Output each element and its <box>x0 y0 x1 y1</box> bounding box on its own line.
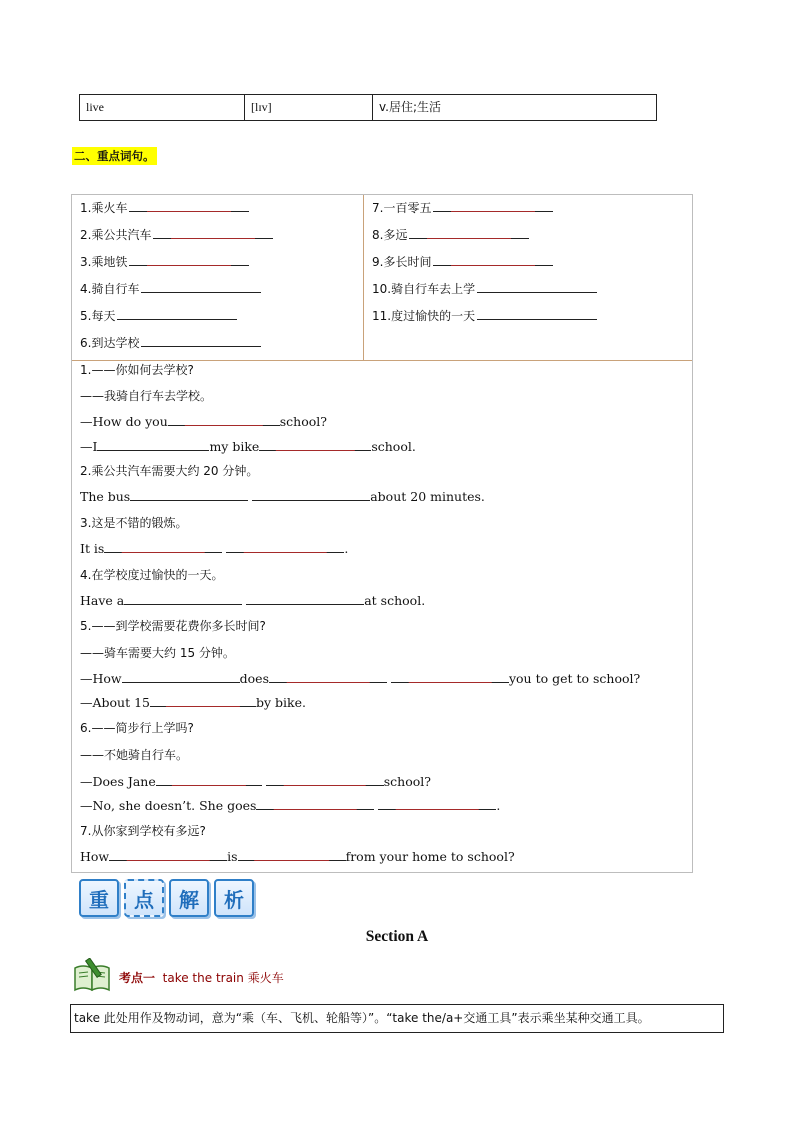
answer-blank[interactable] <box>269 671 387 683</box>
phrases-left-column <box>72 195 364 360</box>
answer-blank[interactable] <box>256 798 374 810</box>
answer-blank[interactable] <box>433 200 553 212</box>
sentence-cn: 2.乘公共汽车需要大约 20 分钟。 <box>80 464 259 478</box>
answer-blank[interactable] <box>252 489 370 501</box>
phrase-item: 1.乘火车 <box>80 199 249 217</box>
phrase-item: 5.每天 <box>80 307 237 325</box>
sentence-en: —About 15 by bike. <box>80 695 306 710</box>
key-analysis-badges <box>79 879 254 917</box>
vocab-phonetic: [lɪv] <box>245 95 373 120</box>
phrase-item: 10.骑自行车去上学 <box>372 280 597 298</box>
answer-blank[interactable] <box>122 671 240 683</box>
answer-blank[interactable] <box>124 593 242 605</box>
exercise-table <box>71 194 693 873</box>
answer-blank[interactable] <box>246 593 364 605</box>
answer-blank[interactable] <box>259 439 371 451</box>
phrase-item: 6.到达学校 <box>80 334 261 352</box>
answer-blank[interactable] <box>391 671 509 683</box>
sentence-cn: ——我骑自行车去学校。 <box>80 389 213 403</box>
answer-blank[interactable] <box>238 849 346 861</box>
vocab-table-row <box>79 94 657 121</box>
sentence-en: —No, she doesn’t. She goes . <box>80 798 501 813</box>
sentence-cn: ——不她骑自行车。 <box>80 748 189 762</box>
vocab-word: live <box>80 95 245 120</box>
key-point-text: 考点一 take the train 乘火车 <box>119 970 284 985</box>
badge-dian: 点 <box>124 879 164 917</box>
vocab-meaning: v.居住;生活 <box>379 100 442 114</box>
key-point-heading <box>73 959 284 995</box>
phrases-row <box>72 195 692 361</box>
answer-blank[interactable] <box>117 308 237 320</box>
answer-blank[interactable] <box>141 335 261 347</box>
sentence-en: —How do you school? <box>80 414 327 429</box>
answer-blank[interactable] <box>266 774 384 786</box>
answer-blank[interactable] <box>150 695 256 707</box>
sentence-cn: 3.这是不错的锻炼。 <box>80 516 188 530</box>
sentence-cn: 7.从你家到学校有多远? <box>80 824 206 838</box>
sentence-en: The bus about 20 minutes. <box>80 489 485 504</box>
sentence-en: It is . <box>80 541 349 556</box>
sentence-cn: 1.——你如何去学校? <box>80 363 194 377</box>
sentence-en: Have a at school. <box>80 593 426 608</box>
explanation-box: take 此处用作及物动词，意为“乘（车、飞机、轮船等）”。“take the/a+交通工具”表示乘坐某种交通工具。 <box>70 1004 724 1033</box>
answer-blank[interactable] <box>156 774 262 786</box>
sentence-cn: 6.——简步行上学吗? <box>80 721 194 735</box>
answer-blank[interactable] <box>477 308 597 320</box>
answer-blank[interactable] <box>226 541 344 553</box>
phrase-item: 11.度过愉快的一天 <box>372 307 597 325</box>
phrase-item: 7.一百零五 <box>372 199 553 217</box>
phrase-item: 4.骑自行车 <box>80 280 261 298</box>
answer-blank[interactable] <box>104 541 222 553</box>
answer-blank[interactable] <box>141 281 261 293</box>
section-heading: 二、重点词句。 <box>74 149 155 163</box>
badge-jie: 解 <box>169 879 209 917</box>
phrase-item: 3.乘地铁 <box>80 253 249 271</box>
sentence-cn: 5.——到学校需要花费你多长时间? <box>80 619 266 633</box>
sentence-en: —I my bike school. <box>80 439 416 454</box>
badge-xi: 析 <box>214 879 254 917</box>
answer-blank[interactable] <box>97 439 209 451</box>
answer-blank[interactable] <box>409 227 529 239</box>
answer-blank[interactable] <box>168 414 280 426</box>
answer-blank[interactable] <box>433 254 553 266</box>
sentence-en: —Does Jane school? <box>80 774 431 789</box>
phrase-item: 9.多长时间 <box>372 253 553 271</box>
phrase-item: 8.多远 <box>372 226 529 244</box>
sentence-en: How is from your home to school? <box>80 849 515 864</box>
phrases-right-column <box>364 195 692 360</box>
answer-blank[interactable] <box>378 798 496 810</box>
answer-blank[interactable] <box>129 254 249 266</box>
phrase-item: 2.乘公共汽车 <box>80 226 273 244</box>
answer-blank[interactable] <box>109 849 227 861</box>
badge-zhong: 重 <box>79 879 119 917</box>
answer-blank[interactable] <box>129 200 249 212</box>
sentence-en: —How does you to get to school? <box>80 671 641 686</box>
answer-blank[interactable] <box>477 281 597 293</box>
answer-blank[interactable] <box>153 227 273 239</box>
answer-blank[interactable] <box>130 489 248 501</box>
sentence-cn: ——骑车需要大约 15 分钟。 <box>80 646 235 660</box>
section-title: Section A <box>365 928 429 945</box>
book-pencil-icon <box>73 958 113 996</box>
sentence-cn: 4.在学校度过愉快的一天。 <box>80 568 224 582</box>
